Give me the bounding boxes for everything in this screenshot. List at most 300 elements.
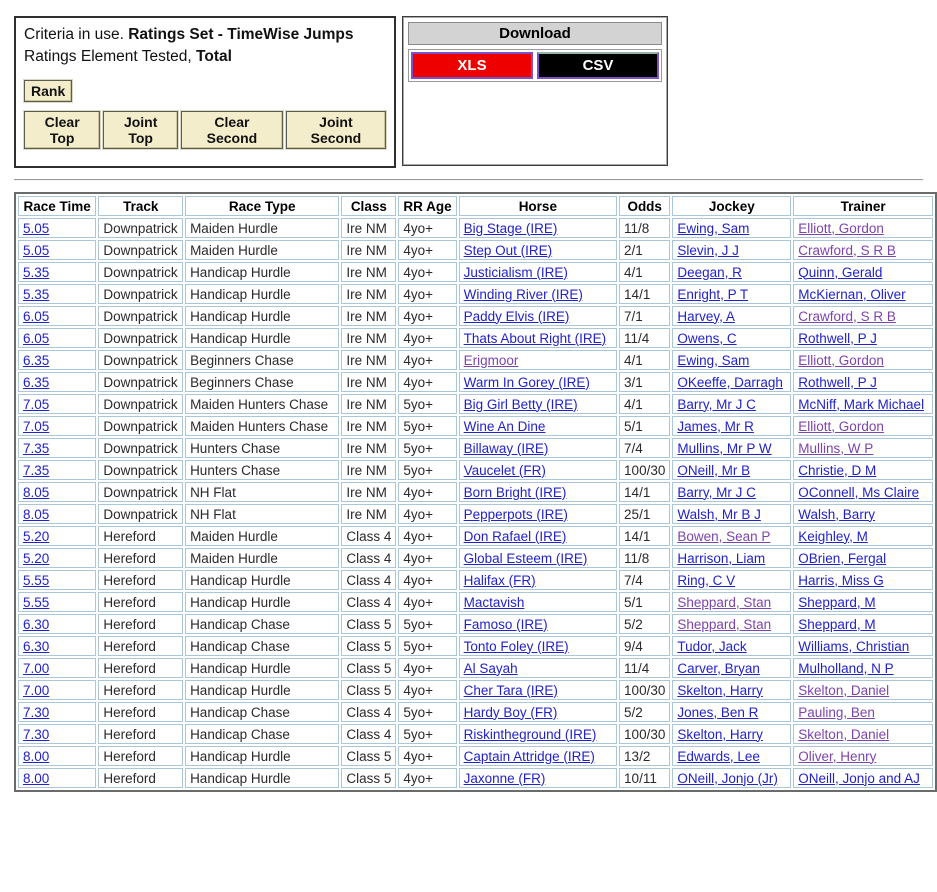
jockey-cell — [672, 768, 791, 788]
jockey-link[interactable]: Ewing, Sam — [677, 220, 750, 236]
jockey-link[interactable]: Carver, Bryan — [677, 660, 760, 676]
col-header-odds: Odds — [619, 196, 670, 216]
race-time-link[interactable]: 7.05 — [23, 418, 50, 434]
trainer-link[interactable]: Mulholland, N P — [798, 660, 894, 676]
race-type-cell: Handicap Chase — [185, 724, 339, 744]
race-time-cell — [18, 350, 96, 370]
track-cell: Downpatrick — [98, 394, 183, 414]
race-time-cell — [18, 504, 96, 524]
horse-cell — [459, 372, 617, 392]
race-time-cell — [18, 372, 96, 392]
rr-age-cell: 5yo+ — [398, 614, 456, 634]
table-row — [18, 328, 933, 348]
table-row — [18, 614, 933, 634]
horse-cell — [459, 262, 617, 282]
odds-cell: 14/1 — [619, 482, 670, 502]
jockey-link[interactable]: Edwards, Lee — [677, 748, 760, 764]
race-time-link[interactable]: 6.05 — [23, 330, 50, 346]
race-time-link[interactable]: 7.30 — [23, 726, 50, 742]
race-time-link[interactable]: 6.35 — [23, 352, 50, 368]
horse-cell — [459, 218, 617, 238]
race-type-cell: Maiden Hurdle — [185, 218, 339, 238]
rr-age-cell: 4yo+ — [398, 548, 456, 568]
horse-link[interactable]: Big Stage (IRE) — [463, 220, 558, 236]
trainer-cell — [793, 262, 933, 282]
jockey-link[interactable]: Tudor, Jack — [677, 638, 747, 654]
horse-link[interactable]: Halifax (FR) — [463, 572, 536, 588]
class-cell: Class 5 — [341, 658, 396, 678]
class-cell: Ire NM — [341, 350, 396, 370]
table-row — [18, 724, 933, 744]
class-cell: Ire NM — [341, 240, 396, 260]
table-row — [18, 350, 933, 370]
trainer-cell — [793, 284, 933, 304]
race-time-cell — [18, 482, 96, 502]
race-time-cell — [18, 614, 96, 634]
horse-cell — [459, 570, 617, 590]
jockey-link[interactable]: OKeeffe, Darragh — [677, 374, 783, 390]
download-xls-button[interactable]: XLS — [411, 52, 533, 79]
table-row — [18, 482, 933, 502]
trainer-cell — [793, 372, 933, 392]
race-time-link[interactable]: 7.35 — [23, 462, 50, 478]
race-type-cell: Handicap Chase — [185, 636, 339, 656]
horse-link[interactable]: Jaxonne (FR) — [463, 770, 546, 786]
jockey-cell — [672, 328, 791, 348]
col-header-horse: Horse — [459, 196, 617, 216]
race-type-cell: Maiden Hurdle — [185, 526, 339, 546]
jockey-link[interactable]: Skelton, Harry — [677, 726, 763, 742]
track-cell: Hereford — [98, 724, 183, 744]
race-time-link[interactable]: 5.05 — [23, 242, 50, 258]
horse-cell — [459, 460, 617, 480]
odds-cell: 7/1 — [619, 306, 670, 326]
table-row — [18, 438, 933, 458]
horse-cell — [459, 350, 617, 370]
horse-link[interactable]: Mactavish — [463, 594, 525, 610]
jockey-link[interactable]: ONeill, Jonjo (Jr) — [677, 770, 778, 786]
race-time-cell — [18, 658, 96, 678]
trainer-cell — [793, 570, 933, 590]
rr-age-cell: 5yo+ — [398, 724, 456, 744]
results-table — [14, 192, 937, 792]
trainer-cell — [793, 460, 933, 480]
col-header-race-time: Race Time — [18, 196, 96, 216]
class-cell: Class 4 — [341, 702, 396, 722]
race-time-cell — [18, 218, 96, 238]
trainer-cell — [793, 482, 933, 502]
odds-cell: 11/4 — [619, 328, 670, 348]
jockey-cell — [672, 438, 791, 458]
trainer-link[interactable]: Williams, Christian — [798, 638, 910, 654]
trainer-link[interactable]: Skelton, Daniel — [798, 682, 890, 698]
odds-cell: 25/1 — [619, 504, 670, 524]
jockey-link[interactable]: Walsh, Mr B J — [677, 506, 761, 522]
jockey-cell — [672, 262, 791, 282]
jockey-cell — [672, 394, 791, 414]
horse-link[interactable]: Justicialism (IRE) — [463, 264, 568, 280]
trainer-link[interactable]: Pauling, Ben — [798, 704, 875, 720]
trainer-link[interactable]: Quinn, Gerald — [798, 264, 883, 280]
trainer-link[interactable]: Oliver, Henry — [798, 748, 877, 764]
race-time-cell — [18, 636, 96, 656]
trainer-link[interactable]: Skelton, Daniel — [798, 726, 890, 742]
class-cell: Ire NM — [341, 438, 396, 458]
class-cell: Ire NM — [341, 416, 396, 436]
class-cell: Class 4 — [341, 592, 396, 612]
jockey-link[interactable]: Deegan, R — [677, 264, 742, 280]
race-time-link[interactable]: 8.05 — [23, 506, 50, 522]
rr-age-cell: 4yo+ — [398, 570, 456, 590]
trainer-cell — [793, 350, 933, 370]
trainer-link[interactable]: Elliott, Gordon — [798, 352, 884, 368]
race-type-cell: NH Flat — [185, 482, 339, 502]
trainer-link[interactable]: Rothwell, P J — [798, 330, 877, 346]
rr-age-cell: 4yo+ — [398, 482, 456, 502]
race-type-cell: Handicap Hurdle — [185, 746, 339, 766]
odds-cell: 14/1 — [619, 526, 670, 546]
table-row — [18, 702, 933, 722]
jockey-link[interactable]: Barry, Mr J C — [677, 484, 756, 500]
race-time-cell — [18, 460, 96, 480]
horse-cell — [459, 636, 617, 656]
race-time-cell — [18, 438, 96, 458]
jockey-cell — [672, 306, 791, 326]
rr-age-cell: 4yo+ — [398, 262, 456, 282]
class-cell: Class 4 — [341, 724, 396, 744]
jockey-link[interactable]: Ring, C V — [677, 572, 736, 588]
race-time-link[interactable]: 7.30 — [23, 704, 50, 720]
track-cell: Downpatrick — [98, 240, 183, 260]
race-type-cell: Handicap Chase — [185, 702, 339, 722]
jockey-cell — [672, 570, 791, 590]
download-title: Download — [408, 22, 662, 45]
trainer-cell — [793, 636, 933, 656]
jockey-cell — [672, 548, 791, 568]
race-time-link[interactable]: 7.05 — [23, 396, 50, 412]
horse-cell — [459, 438, 617, 458]
table-row — [18, 570, 933, 590]
horse-link[interactable]: Riskintheground (IRE) — [463, 726, 597, 742]
table-row — [18, 526, 933, 546]
rank-button[interactable]: Rank — [24, 80, 72, 102]
odds-cell: 9/4 — [619, 636, 670, 656]
race-time-link[interactable]: 5.05 — [23, 220, 50, 236]
race-time-link[interactable]: 5.35 — [23, 264, 50, 280]
criteria-line1-prefix: Criteria in use. — [24, 26, 129, 43]
trainer-link[interactable]: McKiernan, Oliver — [798, 286, 906, 302]
horse-cell — [459, 482, 617, 502]
trainer-cell — [793, 306, 933, 326]
horse-cell — [459, 614, 617, 634]
horse-link[interactable]: Captain Attridge (IRE) — [463, 748, 595, 764]
trainer-cell — [793, 416, 933, 436]
jockey-link[interactable]: ONeill, Mr B — [677, 462, 751, 478]
horse-cell — [459, 394, 617, 414]
horse-link[interactable]: Vaucelet (FR) — [463, 462, 546, 478]
trainer-link[interactable]: ONeill, Jonjo and AJ — [798, 770, 920, 786]
jockey-cell — [672, 592, 791, 612]
race-time-link[interactable]: 5.55 — [23, 572, 50, 588]
track-cell: Hereford — [98, 570, 183, 590]
horse-link[interactable]: Big Girl Betty (IRE) — [463, 396, 578, 412]
horse-cell — [459, 328, 617, 348]
race-time-cell — [18, 240, 96, 260]
jockey-cell — [672, 284, 791, 304]
horse-cell — [459, 416, 617, 436]
race-time-cell — [18, 394, 96, 414]
odds-cell: 5/1 — [619, 416, 670, 436]
horse-cell — [459, 702, 617, 722]
race-type-cell: Handicap Hurdle — [185, 680, 339, 700]
jockey-link[interactable]: Sheppard, Stan — [677, 594, 772, 610]
odds-cell: 4/1 — [619, 262, 670, 282]
jockey-cell — [672, 372, 791, 392]
trainer-cell — [793, 218, 933, 238]
odds-cell: 13/2 — [619, 746, 670, 766]
horse-link[interactable]: Billaway (IRE) — [463, 440, 549, 456]
clear-second-button[interactable]: Clear Second — [181, 111, 283, 149]
trainer-cell — [793, 328, 933, 348]
table-row — [18, 240, 933, 260]
track-cell: Downpatrick — [98, 482, 183, 502]
jockey-link[interactable]: Bowen, Sean P — [677, 528, 771, 544]
horse-link[interactable]: Thats About Right (IRE) — [463, 330, 607, 346]
horse-link[interactable]: Step Out (IRE) — [463, 242, 553, 258]
horse-link[interactable]: Famoso (IRE) — [463, 616, 548, 632]
race-time-cell — [18, 548, 96, 568]
rr-age-cell: 4yo+ — [398, 350, 456, 370]
ratings-element-value: Total — [196, 48, 232, 65]
joint-second-button[interactable]: Joint Second — [286, 111, 386, 149]
horse-cell — [459, 658, 617, 678]
odds-cell: 100/30 — [619, 724, 670, 744]
race-type-cell: Handicap Hurdle — [185, 328, 339, 348]
race-type-cell: Handicap Chase — [185, 614, 339, 634]
trainer-link[interactable]: Elliott, Gordon — [798, 418, 884, 434]
table-row — [18, 548, 933, 568]
trainer-link[interactable]: Walsh, Barry — [798, 506, 876, 522]
horse-cell — [459, 284, 617, 304]
race-type-cell: Maiden Hunters Chase — [185, 394, 339, 414]
rank-row — [24, 80, 386, 102]
table-row — [18, 394, 933, 414]
trainer-cell — [793, 240, 933, 260]
table-row — [18, 592, 933, 612]
horse-link[interactable]: Hardy Boy (FR) — [463, 704, 558, 720]
odds-cell: 7/4 — [619, 438, 670, 458]
jockey-link[interactable]: Sheppard, Stan — [677, 616, 772, 632]
rr-age-cell: 4yo+ — [398, 504, 456, 524]
class-cell: Ire NM — [341, 482, 396, 502]
col-header-race-type: Race Type — [185, 196, 339, 216]
col-header-track: Track — [98, 196, 183, 216]
class-cell: Ire NM — [341, 460, 396, 480]
odds-cell: 11/4 — [619, 658, 670, 678]
track-cell: Downpatrick — [98, 416, 183, 436]
race-time-cell — [18, 262, 96, 282]
trainer-link[interactable]: OConnell, Ms Claire — [798, 484, 920, 500]
horse-cell — [459, 548, 617, 568]
track-cell: Downpatrick — [98, 306, 183, 326]
race-time-cell — [18, 306, 96, 326]
track-cell: Hereford — [98, 746, 183, 766]
horse-link[interactable]: Erigmoor — [463, 352, 519, 368]
trainer-cell — [793, 548, 933, 568]
track-cell: Hereford — [98, 526, 183, 546]
joint-top-button[interactable]: Joint Top — [103, 111, 178, 149]
jockey-link[interactable]: Ewing, Sam — [677, 352, 750, 368]
race-time-link[interactable]: 5.55 — [23, 594, 50, 610]
race-time-link[interactable]: 5.20 — [23, 528, 50, 544]
jockey-cell — [672, 746, 791, 766]
horse-link[interactable]: Don Rafael (IRE) — [463, 528, 567, 544]
table-row — [18, 636, 933, 656]
horse-link[interactable]: Cher Tara (IRE) — [463, 682, 558, 698]
race-type-cell: Handicap Hurdle — [185, 768, 339, 788]
jockey-link[interactable]: Owens, C — [677, 330, 737, 346]
odds-cell: 4/1 — [619, 394, 670, 414]
horse-link[interactable]: Al Sayah — [463, 660, 518, 676]
race-time-link[interactable]: 7.00 — [23, 660, 50, 676]
trainer-link[interactable]: Keighley, M — [798, 528, 868, 544]
race-type-cell: Handicap Hurdle — [185, 262, 339, 282]
jockey-cell — [672, 460, 791, 480]
race-time-link[interactable]: 5.20 — [23, 550, 50, 566]
rr-age-cell: 4yo+ — [398, 372, 456, 392]
race-time-link[interactable]: 6.30 — [23, 616, 50, 632]
race-time-cell — [18, 702, 96, 722]
trainer-link[interactable]: Sheppard, M — [798, 594, 876, 610]
rr-age-cell: 5yo+ — [398, 702, 456, 722]
jockey-link[interactable]: Mullins, Mr P W — [677, 440, 772, 456]
race-type-cell: Handicap Hurdle — [185, 592, 339, 612]
class-cell: Ire NM — [341, 504, 396, 524]
track-cell: Hereford — [98, 548, 183, 568]
jockey-link[interactable]: Harrison, Liam — [677, 550, 766, 566]
race-type-cell: Handicap Hurdle — [185, 570, 339, 590]
race-time-link[interactable]: 6.35 — [23, 374, 50, 390]
track-cell: Hereford — [98, 592, 183, 612]
class-cell: Ire NM — [341, 284, 396, 304]
trainer-link[interactable]: Sheppard, M — [798, 616, 876, 632]
track-cell: Downpatrick — [98, 460, 183, 480]
trainer-cell — [793, 746, 933, 766]
jockey-cell — [672, 702, 791, 722]
track-cell: Downpatrick — [98, 262, 183, 282]
trainer-link[interactable]: McNiff, Mark Michael — [798, 396, 925, 412]
race-time-link[interactable]: 8.00 — [23, 748, 50, 764]
rr-age-cell: 4yo+ — [398, 328, 456, 348]
odds-cell: 11/8 — [619, 548, 670, 568]
race-time-link[interactable]: 5.35 — [23, 286, 50, 302]
table-row — [18, 746, 933, 766]
jockey-link[interactable]: Skelton, Harry — [677, 682, 763, 698]
download-csv-button[interactable]: CSV — [537, 52, 659, 79]
criteria-line2-prefix: Ratings Element Tested, — [24, 48, 197, 65]
horse-cell — [459, 746, 617, 766]
trainer-cell — [793, 504, 933, 524]
trainer-link[interactable]: Crawford, S R B — [798, 242, 896, 258]
horse-link[interactable]: Born Bright (IRE) — [463, 484, 567, 500]
jockey-cell — [672, 504, 791, 524]
trainer-cell — [793, 438, 933, 458]
trainer-link[interactable]: Elliott, Gordon — [798, 220, 884, 236]
race-type-cell: Beginners Chase — [185, 350, 339, 370]
rr-age-cell: 4yo+ — [398, 240, 456, 260]
rr-age-cell: 4yo+ — [398, 306, 456, 326]
track-cell: Downpatrick — [98, 372, 183, 392]
odds-cell: 7/4 — [619, 570, 670, 590]
odds-cell: 11/8 — [619, 218, 670, 238]
odds-cell: 10/11 — [619, 768, 670, 788]
race-time-cell — [18, 592, 96, 612]
horse-link[interactable]: Global Esteem (IRE) — [463, 550, 588, 566]
rr-age-cell: 4yo+ — [398, 746, 456, 766]
race-time-link[interactable]: 7.00 — [23, 682, 50, 698]
race-type-cell: NH Flat — [185, 504, 339, 524]
jockey-link[interactable]: Jones, Ben R — [677, 704, 759, 720]
jockey-link[interactable]: Enright, P T — [677, 286, 749, 302]
separator-rule — [14, 179, 923, 180]
horse-link[interactable]: Paddy Elvis (IRE) — [463, 308, 570, 324]
trainer-link[interactable]: Harris, Miss G — [798, 572, 884, 588]
race-time-cell — [18, 526, 96, 546]
horse-link[interactable]: Tonto Foley (IRE) — [463, 638, 569, 654]
trainer-cell — [793, 658, 933, 678]
jockey-cell — [672, 658, 791, 678]
horse-link[interactable]: Pepperpots (IRE) — [463, 506, 568, 522]
race-time-link[interactable]: 7.35 — [23, 440, 50, 456]
table-row — [18, 262, 933, 282]
trainer-link[interactable]: OBrien, Fergal — [798, 550, 887, 566]
jockey-link[interactable]: Harvey, A — [677, 308, 735, 324]
track-cell: Hereford — [98, 680, 183, 700]
jockey-link[interactable]: Slevin, J J — [677, 242, 739, 258]
race-time-link[interactable]: 8.00 — [23, 770, 50, 786]
odds-cell: 5/2 — [619, 614, 670, 634]
trainer-cell — [793, 702, 933, 722]
horse-link[interactable]: Winding River (IRE) — [463, 286, 583, 302]
jockey-link[interactable]: James, Mr R — [677, 418, 754, 434]
race-time-link[interactable]: 8.05 — [23, 484, 50, 500]
class-cell: Ire NM — [341, 372, 396, 392]
jockey-link[interactable]: Barry, Mr J C — [677, 396, 756, 412]
jockey-cell — [672, 680, 791, 700]
trainer-link[interactable]: Crawford, S R B — [798, 308, 896, 324]
col-header-jockey: Jockey — [672, 196, 791, 216]
clear-top-button[interactable]: Clear Top — [24, 111, 100, 149]
col-header-class: Class — [341, 196, 396, 216]
track-cell: Hereford — [98, 702, 183, 722]
table-body — [18, 218, 933, 788]
horse-link[interactable]: Wine An Dine — [463, 418, 546, 434]
odds-cell: 5/2 — [619, 702, 670, 722]
race-time-link[interactable]: 6.05 — [23, 308, 50, 324]
race-time-cell — [18, 416, 96, 436]
horse-cell — [459, 306, 617, 326]
trainer-link[interactable]: Christie, D M — [798, 462, 877, 478]
odds-cell: 100/30 — [619, 680, 670, 700]
race-time-link[interactable]: 6.30 — [23, 638, 50, 654]
table-row — [18, 306, 933, 326]
rr-age-cell: 5yo+ — [398, 438, 456, 458]
horse-link[interactable]: Warm In Gorey (IRE) — [463, 374, 590, 390]
trainer-link[interactable]: Rothwell, P J — [798, 374, 877, 390]
track-cell: Downpatrick — [98, 438, 183, 458]
trainer-link[interactable]: Mullins, W P — [798, 440, 874, 456]
class-cell: Ire NM — [341, 262, 396, 282]
